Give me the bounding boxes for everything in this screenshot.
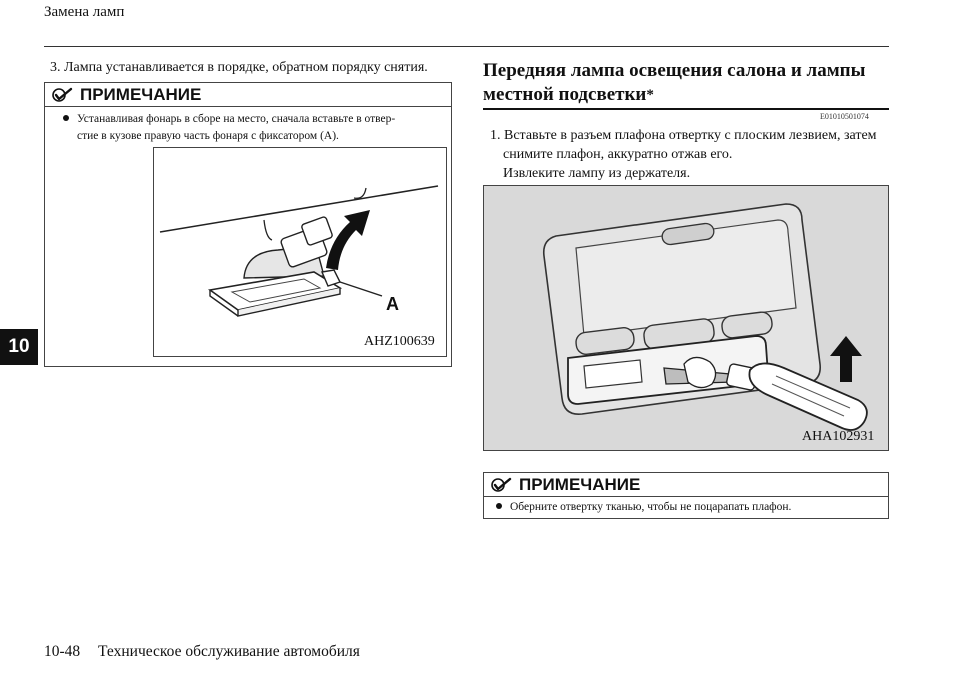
document-code: E01010501074 — [820, 112, 869, 121]
note-body-right — [484, 497, 888, 516]
step-3-text: 3. Лампа устанавливается в порядке, обратном порядку снятия. — [50, 60, 428, 75]
page-number: 10-48 — [44, 643, 81, 660]
step-1-line-1: 1. Вставьте в разъем плафона отвертку с плоским лезвием, затем — [490, 128, 877, 143]
section-rule — [483, 108, 889, 110]
note-heading-left — [45, 83, 451, 107]
note-box-right — [483, 472, 889, 519]
checkmark-icon — [491, 477, 513, 493]
bullet-dot — [63, 115, 69, 121]
callout-a: A — [386, 294, 399, 314]
section-title-line-2: местной подсветки — [483, 84, 647, 105]
figure-code-left: AHZ100639 — [364, 334, 435, 349]
running-header: Замена ламп — [44, 4, 125, 20]
bullet-dot — [496, 503, 502, 509]
note-heading-right — [484, 473, 888, 497]
note-body-left — [45, 107, 451, 145]
checkmark-icon — [52, 87, 74, 103]
step-1-line-3: Извлеките лампу из держателя. — [503, 166, 691, 181]
note-line-1: Устанавливая фонарь в сборе на место, сначала вставьте в отвер- — [77, 113, 396, 125]
chapter-tab: 10 — [0, 329, 38, 365]
dome-lamp-illustration — [484, 186, 888, 450]
note-heading-label: ПРИМЕЧАНИЕ — [80, 84, 202, 104]
asterisk-mark: * — [646, 87, 654, 103]
note-box-left — [44, 82, 452, 367]
lamp-install-illustration — [154, 148, 446, 356]
note-line-2: стие в кузове правую часть фонаря с фиксатором (A). — [77, 130, 339, 142]
header-rule — [44, 46, 889, 47]
step-1-line-2: снимите плафон, аккуратно отжав его. — [503, 147, 733, 162]
section-title — [483, 82, 654, 108]
section-title-line-1: Передняя лампа освещения салона и лампы — [483, 60, 866, 81]
note-line-right: Оберните отвертку тканью, чтобы не поцарапать плафон. — [510, 501, 792, 513]
note-heading-label: ПРИМЕЧАНИЕ — [519, 474, 641, 494]
footer-title: Техническое обслуживание автомобиля — [98, 643, 360, 660]
figure-lamp-install — [153, 147, 447, 357]
page-footer — [44, 643, 360, 661]
figure-code-right: AHA102931 — [802, 429, 875, 444]
figure-dome-lamp-removal — [483, 185, 889, 451]
